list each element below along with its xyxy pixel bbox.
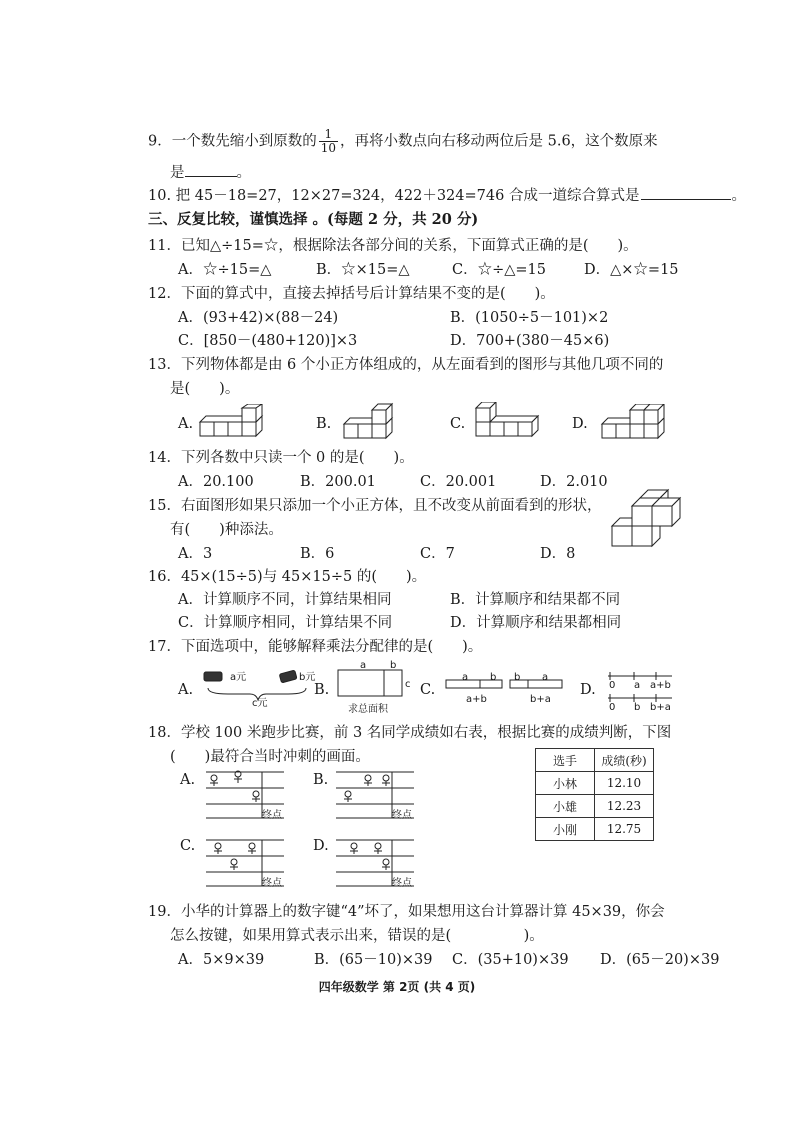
q17-option-d[interactable]: D. <box>580 682 596 698</box>
q12-option-d[interactable]: D．700+(380－45×6) <box>450 333 610 349</box>
q16-option-a[interactable]: A．计算顺序不同，计算结果相同 <box>178 592 392 608</box>
q15-option-b[interactable]: B．6 <box>300 546 335 562</box>
q17-option-a[interactable]: A. <box>178 682 194 698</box>
q17-c-label-ba: b+a <box>530 694 551 705</box>
table-header: 选手 <box>536 749 595 772</box>
q16-option-c[interactable]: C．计算顺序相同，计算结果不同 <box>178 615 393 631</box>
q14-option-d[interactable]: D．2.010 <box>540 474 608 490</box>
q11-option-c[interactable]: C．☆÷△=15 <box>452 262 546 278</box>
q18-stem-2: ( )最符合当时冲刺的画面。 <box>170 749 370 765</box>
q16-stem: 16．45×(15÷5)与 45×15÷5 的( )。 <box>148 569 427 585</box>
table-cell: 小刚 <box>536 818 595 841</box>
q13-option-d[interactable]: D. <box>572 416 588 432</box>
q15-option-c[interactable]: C．7 <box>420 546 455 562</box>
q10-text: 10. 把 45－18=27，12×27=324，422＋324=746 合成一道综合算式是 <box>148 188 640 204</box>
q14-option-b[interactable]: B．200.01 <box>300 474 376 490</box>
q19-option-b[interactable]: B．(65－10)×39 <box>314 952 433 968</box>
section3-title: 三、反复比较，谨慎选择 。(每题 2 分，共 20 分) <box>148 211 479 228</box>
q15-stem-1: 15．右面图形如果只添加一个小正方体，且不改变从前面看到的形状， <box>148 498 602 514</box>
q17-d-label-ba: b+a <box>650 702 671 713</box>
q17-b-label-area: 求总面积 <box>348 704 388 715</box>
q13-option-b[interactable]: B. <box>316 416 332 432</box>
table-cell: 12.75 <box>595 818 654 841</box>
q9-line2 <box>170 162 251 183</box>
q17-option-b[interactable]: B. <box>314 682 330 698</box>
q19-option-d[interactable]: D．(65－20)×39 <box>600 952 720 968</box>
q17-a-label-c: c元 <box>252 698 268 709</box>
fraction-denominator: 10 <box>320 141 337 155</box>
q11-option-b[interactable]: B．☆×15=△ <box>316 262 410 278</box>
item-icon <box>204 672 222 681</box>
q12-option-a[interactable]: A．(93+42)×(88－24) <box>178 310 339 326</box>
cube-figure-d <box>600 404 666 442</box>
q14-stem: 14．下列各数中只读一个 0 的是( )。 <box>148 450 414 466</box>
q17-d-label-0: 0 <box>609 680 616 691</box>
table-row <box>536 818 654 841</box>
finish-label-b: 终点 <box>392 810 412 821</box>
table-header: 成绩(秒) <box>595 749 654 772</box>
q9-answer-blank[interactable] <box>185 162 237 177</box>
q11-option-d[interactable]: D．△×☆=15 <box>584 262 679 278</box>
q9-text-a: 9．一个数先缩小到原数的 <box>148 133 317 150</box>
q9-text-d: 。 <box>236 165 251 181</box>
q9-text-b: ，再将小数点向右移动两位后是 5.6，这个数原来 <box>340 133 658 150</box>
q17-b-label-b: b <box>390 660 397 671</box>
q17-c-label-b: b <box>490 672 497 683</box>
q17-d-label-0b: 0 <box>609 702 616 713</box>
q17-c-label-ab: a+b <box>466 694 487 705</box>
table-cell: 12.10 <box>595 772 654 795</box>
q17-d-label-a: a <box>634 680 641 691</box>
fraction-numerator: 1 <box>319 128 338 142</box>
q11-stem: 11．已知△÷15=☆，根据除法各部分间的关系，下面算式正确的是( )。 <box>148 238 638 254</box>
score-table <box>535 748 654 841</box>
page-footer: 四年级数学 第 2页 (共 4 页) <box>318 980 476 994</box>
q10-line <box>148 185 746 206</box>
q18-stem-1: 18．学校 100 米跑步比赛，前 3 名同学成绩如右表，根据比赛的成绩判断，下图 <box>148 725 672 741</box>
q16-option-b[interactable]: B．计算顺序和结果都不同 <box>450 592 621 608</box>
item-icon <box>279 670 297 683</box>
q16-option-d[interactable]: D．计算顺序和结果都相同 <box>450 615 622 631</box>
q18-option-c[interactable]: C. <box>180 838 196 854</box>
q18-option-d[interactable]: D. <box>313 838 329 854</box>
q13-option-a[interactable]: A. <box>178 416 194 432</box>
q12-stem: 12．下面的算式中，直接去掉括号后计算结果不变的是( )。 <box>148 286 555 302</box>
q15-option-d[interactable]: D．8 <box>540 546 576 562</box>
q9-text-c: 是 <box>170 165 185 181</box>
q15-option-a[interactable]: A．3 <box>178 546 213 562</box>
q17-a-label-b: b元 <box>299 672 316 683</box>
q12-option-b[interactable]: B．(1050÷5－101)×2 <box>450 310 609 326</box>
q17-c-label-a2: a <box>542 672 549 683</box>
q17-a-label-a: a元 <box>230 672 247 683</box>
q13-option-c[interactable]: C. <box>450 416 466 432</box>
table-cell: 小林 <box>536 772 595 795</box>
q18-option-b[interactable]: B. <box>313 772 329 788</box>
q17-c-label-b2: b <box>514 672 521 683</box>
q18-option-a[interactable]: A. <box>180 772 196 788</box>
cube-figure-c <box>474 402 544 442</box>
q9-line1 <box>148 128 658 155</box>
table-cell: 12.23 <box>595 795 654 818</box>
q17-d-label-ab: a+b <box>650 680 671 691</box>
q11-option-a[interactable]: A．☆÷15=△ <box>178 262 272 278</box>
q12-option-c[interactable]: C．[850－(480+120)]×3 <box>178 333 358 349</box>
q14-option-c[interactable]: C．20.001 <box>420 474 497 490</box>
q17-option-c[interactable]: C. <box>420 682 436 698</box>
q10-answer-blank[interactable] <box>641 185 731 200</box>
q17-b-label-a: a <box>360 660 367 671</box>
q10-end: 。 <box>731 188 746 204</box>
q19-stem-1: 19．小华的计算器上的数字键“4”坏了，如果想用这台计算器计算 45×39，你会 <box>148 904 665 920</box>
cube-figure-q15 <box>610 488 690 550</box>
q19-option-c[interactable]: C．(35+10)×39 <box>452 952 569 968</box>
table-cell: 小雄 <box>536 795 595 818</box>
q19-option-a[interactable]: A．5×9×39 <box>178 952 265 968</box>
finish-label-c: 终点 <box>262 878 282 889</box>
q19-stem-2: 怎么按键，如果用算式表示出来，错误的是( )。 <box>170 928 544 944</box>
finish-label-a: 终点 <box>262 810 282 821</box>
fraction-one-tenth <box>319 128 338 155</box>
table-header-row <box>536 749 654 772</box>
q14-option-a[interactable]: A．20.100 <box>178 474 254 490</box>
q17-b-label-c: c <box>405 679 411 690</box>
q13-stem-2: 是( )。 <box>170 381 240 397</box>
q17-d-label-b: b <box>634 702 641 713</box>
table-row <box>536 795 654 818</box>
cube-figure-b <box>342 402 394 442</box>
table-row <box>536 772 654 795</box>
q17-stem: 17．下面选项中，能够解释乘法分配律的是( )。 <box>148 639 483 655</box>
finish-label-d: 终点 <box>392 878 412 889</box>
q17-c-label-a: a <box>462 672 469 683</box>
q15-stem-2: 有( )种添法。 <box>170 522 283 538</box>
cube-figure-a <box>198 404 264 440</box>
q13-stem-1: 13．下列物体都是由 6 个小正方体组成的，从左面看到的图形与其他几项不同的 <box>148 357 664 373</box>
